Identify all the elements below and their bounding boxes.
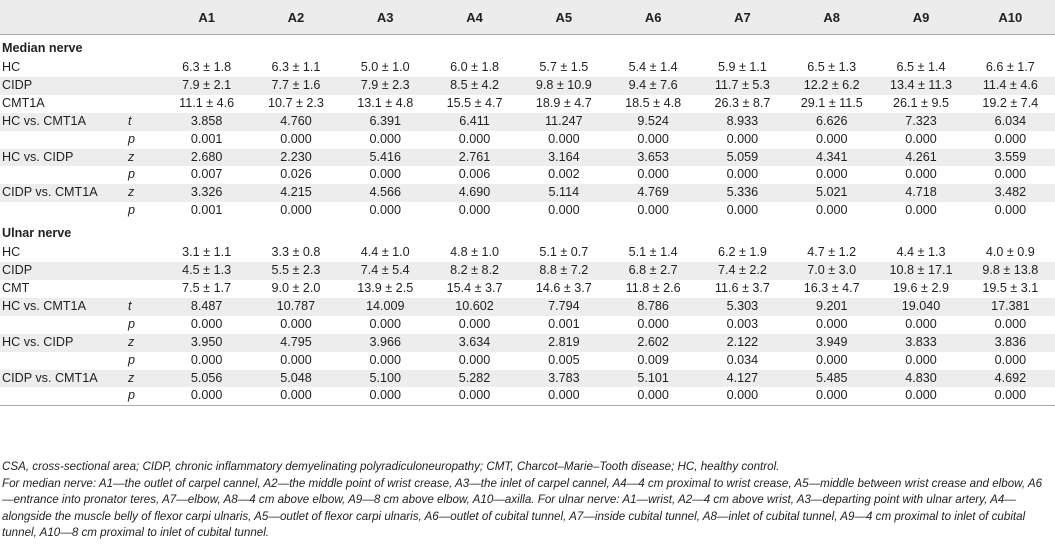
table-cell: 0.000 bbox=[369, 316, 401, 331]
header-cell: A10 bbox=[966, 0, 1055, 35]
row-statistic: z bbox=[126, 149, 162, 167]
row-label: HC vs. CIDP bbox=[0, 334, 126, 352]
table-cell: 13.1 ± 4.8 bbox=[357, 95, 414, 110]
row-statistic: p bbox=[128, 131, 136, 146]
header-cell: A3 bbox=[341, 0, 430, 35]
table-cell: 0.000 bbox=[726, 167, 759, 182]
table-cell: 11.1 ± 4.6 bbox=[179, 95, 235, 110]
table-cell: 0.000 bbox=[190, 316, 223, 331]
table-cell: 5.021 bbox=[787, 184, 876, 202]
table-cell: 4.127 bbox=[698, 370, 787, 388]
table-cell: 16.3 ± 4.7 bbox=[803, 280, 860, 295]
table-cell: 0.000 bbox=[369, 203, 401, 218]
table-cell: 19.040 bbox=[876, 298, 965, 316]
header-stat-blank bbox=[126, 0, 162, 35]
table-cell: 12.2 ± 6.2 bbox=[787, 77, 876, 95]
table-cell: 4.7 ± 1.2 bbox=[807, 245, 857, 260]
table-cell: 5.5 ± 2.3 bbox=[251, 262, 340, 280]
table-cell: 6.0 ± 1.8 bbox=[450, 60, 499, 74]
table-row bbox=[0, 95, 1055, 113]
row-label bbox=[0, 202, 126, 220]
table-cell: 0.003 bbox=[726, 316, 759, 331]
table-cell: 0.000 bbox=[280, 352, 312, 367]
table-footnote bbox=[2, 459, 1050, 542]
table-cell: 4.0 ± 0.9 bbox=[985, 245, 1035, 260]
table-cell: 4.5 ± 1.3 bbox=[162, 262, 251, 280]
table-cell: 9.0 ± 2.0 bbox=[271, 280, 321, 295]
table-row bbox=[0, 387, 1055, 405]
table-cell: 0.001 bbox=[190, 203, 223, 218]
row-statistic bbox=[126, 262, 162, 280]
table-cell: 2.819 bbox=[519, 334, 608, 352]
header-label-blank bbox=[0, 0, 126, 35]
table-cell: 0.000 bbox=[994, 352, 1027, 367]
table-cell: 6.5 ± 1.4 bbox=[896, 60, 946, 74]
table-header-row bbox=[0, 0, 1055, 35]
row-label: CIDP bbox=[0, 262, 126, 280]
table-row bbox=[0, 59, 1055, 77]
row-label: HC bbox=[2, 245, 21, 260]
row-label: HC bbox=[2, 60, 21, 74]
table-cell: 6.411 bbox=[430, 113, 519, 131]
table-row bbox=[0, 77, 1055, 95]
table-cell: 5.9 ± 1.1 bbox=[717, 60, 767, 74]
table-row bbox=[0, 334, 1055, 352]
table-row bbox=[0, 149, 1055, 167]
table-cell: 4.718 bbox=[876, 184, 965, 202]
section-header-row bbox=[0, 35, 1055, 60]
table-cell: 0.000 bbox=[637, 316, 669, 331]
table-cell: 0.000 bbox=[280, 203, 312, 218]
table-row bbox=[0, 298, 1055, 316]
table-body bbox=[0, 35, 1055, 406]
table-cell: 11.247 bbox=[519, 113, 608, 131]
row-label: CIDP vs. CMT1A bbox=[0, 370, 126, 388]
section-title: Median nerve bbox=[2, 41, 83, 55]
table-cell: 18.5 ± 4.8 bbox=[625, 95, 682, 110]
footnote-abbreviations: CSA, cross-sectional area; CIDP, chronic inflammatory demyelinating polyradiculoneuropathy; CMT, Charcot–Marie–Tooth disease; HC, healthy control. bbox=[2, 460, 780, 473]
header-cell: A2 bbox=[251, 0, 340, 35]
table-cell: 19.5 ± 3.1 bbox=[982, 280, 1039, 295]
table-cell: 3.634 bbox=[430, 334, 519, 352]
section-header-row bbox=[0, 220, 1055, 244]
table-cell: 8.933 bbox=[698, 113, 787, 131]
table-cell: 0.034 bbox=[726, 352, 759, 367]
table-cell: 5.0 ± 1.0 bbox=[360, 60, 410, 74]
table-cell: 19.2 ± 7.4 bbox=[982, 95, 1039, 110]
table-cell: 13.4 ± 11.3 bbox=[876, 77, 965, 95]
row-statistic: p bbox=[128, 167, 136, 182]
table-cell: 4.690 bbox=[430, 184, 519, 202]
table-cell: 3.1 ± 1.1 bbox=[182, 245, 232, 260]
table-cell: 3.836 bbox=[966, 334, 1055, 352]
table-cell: 7.0 ± 3.0 bbox=[787, 262, 876, 280]
table-cell: 5.059 bbox=[698, 149, 787, 167]
table-cell: 3.833 bbox=[876, 334, 965, 352]
table-cell: 4.261 bbox=[876, 149, 965, 167]
row-statistic: p bbox=[128, 203, 136, 218]
section-title: Ulnar nerve bbox=[2, 226, 72, 241]
table-cell: 18.9 ± 4.7 bbox=[535, 95, 592, 110]
table-cell: 3.966 bbox=[341, 334, 430, 352]
table-cell: 0.000 bbox=[637, 167, 669, 182]
table-cell: 5.114 bbox=[519, 184, 608, 202]
table-cell: 0.000 bbox=[430, 387, 519, 405]
table-cell: 0.000 bbox=[994, 167, 1027, 182]
table-cell: 0.000 bbox=[280, 131, 312, 146]
row-statistic bbox=[126, 59, 162, 77]
table-cell: 0.000 bbox=[458, 131, 491, 146]
table-cell: 6.3 ± 1.1 bbox=[271, 60, 321, 74]
table-cell: 0.000 bbox=[815, 203, 848, 218]
table-cell: 0.000 bbox=[280, 316, 312, 331]
header-cell: A8 bbox=[787, 0, 876, 35]
table-cell: 7.7 ± 1.6 bbox=[251, 77, 340, 95]
header-cell: A1 bbox=[162, 0, 251, 35]
table-row bbox=[0, 370, 1055, 388]
table-cell: 10.602 bbox=[430, 298, 519, 316]
table-cell: 0.000 bbox=[994, 203, 1027, 218]
table-cell: 4.4 ± 1.3 bbox=[896, 245, 946, 260]
table-cell: 0.009 bbox=[637, 352, 669, 367]
table-cell: 4.830 bbox=[876, 370, 965, 388]
table-cell: 5.336 bbox=[698, 184, 787, 202]
table-cell: 0.000 bbox=[815, 316, 848, 331]
table-cell: 0.000 bbox=[162, 387, 251, 405]
table-cell: 4.341 bbox=[787, 149, 876, 167]
row-statistic: p bbox=[128, 316, 136, 331]
table-cell: 5.282 bbox=[430, 370, 519, 388]
table-cell: 29.1 ± 11.5 bbox=[800, 95, 863, 110]
table-cell: 0.000 bbox=[876, 387, 965, 405]
table-cell: 9.201 bbox=[787, 298, 876, 316]
table-cell: 3.559 bbox=[966, 149, 1055, 167]
table-cell: 0.000 bbox=[458, 316, 491, 331]
table-cell: 6.034 bbox=[966, 113, 1055, 131]
table-cell: 8.8 ± 7.2 bbox=[519, 262, 608, 280]
table-cell: 6.391 bbox=[341, 113, 430, 131]
table-cell: 9.8 ± 13.8 bbox=[966, 262, 1055, 280]
table-cell: 10.787 bbox=[251, 298, 340, 316]
table-cell: 5.303 bbox=[698, 298, 787, 316]
table-cell: 0.000 bbox=[905, 131, 937, 146]
table-cell: 0.000 bbox=[726, 131, 759, 146]
table-cell: 14.6 ± 3.7 bbox=[535, 280, 592, 295]
table-cell: 5.056 bbox=[162, 370, 251, 388]
table-cell: 6.2 ± 1.9 bbox=[717, 245, 767, 260]
row-label bbox=[0, 316, 126, 334]
table-cell: 0.000 bbox=[548, 203, 580, 218]
table-cell: 3.482 bbox=[966, 184, 1055, 202]
table-cell: 4.4 ± 1.0 bbox=[360, 245, 410, 260]
table-cell: 26.3 ± 8.7 bbox=[714, 95, 771, 110]
table-cell: 3.326 bbox=[162, 184, 251, 202]
table-cell: 0.000 bbox=[905, 203, 937, 218]
table-row bbox=[0, 184, 1055, 202]
table-cell: 0.001 bbox=[190, 131, 223, 146]
table-row bbox=[0, 316, 1055, 334]
table-cell: 3.949 bbox=[787, 334, 876, 352]
table-cell: 5.048 bbox=[251, 370, 340, 388]
table-cell: 13.9 ± 2.5 bbox=[357, 280, 414, 295]
table-cell: 0.000 bbox=[369, 352, 401, 367]
table-cell: 0.002 bbox=[548, 167, 580, 182]
row-statistic: z bbox=[126, 370, 162, 388]
table-row bbox=[0, 262, 1055, 280]
table-cell: 0.000 bbox=[905, 352, 937, 367]
table-cell: 0.000 bbox=[698, 387, 787, 405]
table-cell: 9.524 bbox=[608, 113, 697, 131]
table-cell: 0.000 bbox=[369, 131, 401, 146]
row-statistic bbox=[126, 77, 162, 95]
table-cell: 26.1 ± 9.5 bbox=[893, 95, 949, 110]
table-cell: 0.000 bbox=[787, 387, 876, 405]
row-label bbox=[0, 166, 126, 184]
table-cell: 3.3 ± 0.8 bbox=[271, 245, 321, 260]
table-cell: 7.4 ± 5.4 bbox=[341, 262, 430, 280]
row-statistic bbox=[126, 244, 162, 262]
table-cell: 7.5 ± 1.7 bbox=[182, 280, 232, 295]
row-label: CIDP vs. CMT1A bbox=[0, 184, 126, 202]
table-cell: 0.000 bbox=[815, 131, 848, 146]
table-cell: 10.7 ± 2.3 bbox=[267, 95, 324, 110]
table-row bbox=[0, 244, 1055, 262]
row-label: CMT1A bbox=[2, 95, 45, 110]
header-cell: A5 bbox=[519, 0, 608, 35]
table-cell: 0.000 bbox=[341, 387, 430, 405]
table-row bbox=[0, 280, 1055, 298]
table-row bbox=[0, 202, 1055, 220]
table-cell: 6.626 bbox=[787, 113, 876, 131]
table-cell: 0.000 bbox=[905, 167, 937, 182]
table-cell: 2.602 bbox=[608, 334, 697, 352]
table-row bbox=[0, 166, 1055, 184]
row-statistic bbox=[126, 280, 162, 298]
table-cell: 0.000 bbox=[815, 352, 848, 367]
table-cell: 5.485 bbox=[787, 370, 876, 388]
table-cell: 0.000 bbox=[519, 387, 608, 405]
table-cell: 5.416 bbox=[341, 149, 430, 167]
table-cell: 0.000 bbox=[608, 387, 697, 405]
table-cell: 0.000 bbox=[251, 387, 340, 405]
table-cell: 2.122 bbox=[698, 334, 787, 352]
table-cell: 6.3 ± 1.8 bbox=[182, 60, 232, 74]
table-cell: 5.7 ± 1.5 bbox=[539, 60, 589, 74]
table-cell: 0.026 bbox=[280, 167, 312, 182]
table-cell: 3.653 bbox=[608, 149, 697, 167]
table-cell: 3.950 bbox=[162, 334, 251, 352]
table-cell: 15.4 ± 3.7 bbox=[446, 280, 503, 295]
table-cell: 7.794 bbox=[519, 298, 608, 316]
table-cell: 5.100 bbox=[341, 370, 430, 388]
table-cell: 0.000 bbox=[994, 316, 1027, 331]
table-cell: 14.009 bbox=[341, 298, 430, 316]
table-row bbox=[0, 113, 1055, 131]
row-label: CMT bbox=[2, 280, 30, 295]
table-cell: 0.007 bbox=[190, 167, 223, 182]
table-cell: 0.006 bbox=[458, 167, 491, 182]
table-cell: 19.6 ± 2.9 bbox=[893, 280, 949, 295]
header-cell: A6 bbox=[608, 0, 697, 35]
table-cell: 4.8 ± 1.0 bbox=[450, 245, 499, 260]
row-statistic: t bbox=[126, 113, 162, 131]
table-cell: 0.000 bbox=[966, 387, 1055, 405]
table-cell: 7.9 ± 2.1 bbox=[162, 77, 251, 95]
row-statistic: p bbox=[128, 352, 136, 367]
table-row bbox=[0, 352, 1055, 370]
table-cell: 3.858 bbox=[162, 113, 251, 131]
table-cell: 7.9 ± 2.3 bbox=[341, 77, 430, 95]
table-cell: 4.215 bbox=[251, 184, 340, 202]
table-cell: 0.000 bbox=[726, 203, 759, 218]
table-cell: 0.005 bbox=[548, 352, 580, 367]
table-row bbox=[0, 131, 1055, 149]
table-cell: 0.000 bbox=[815, 167, 848, 182]
table-cell: 11.7 ± 5.3 bbox=[698, 77, 787, 95]
table-cell: 0.000 bbox=[637, 203, 669, 218]
row-statistic: t bbox=[126, 298, 162, 316]
table-cell: 11.8 ± 2.6 bbox=[625, 280, 681, 295]
table-cell: 7.323 bbox=[876, 113, 965, 131]
table-cell: 0.000 bbox=[458, 352, 491, 367]
table-cell: 4.760 bbox=[251, 113, 340, 131]
row-label: HC vs. CMT1A bbox=[0, 113, 126, 131]
table-cell: 7.4 ± 2.2 bbox=[698, 262, 787, 280]
header-cell: A4 bbox=[430, 0, 519, 35]
row-label bbox=[0, 387, 126, 405]
table-cell: 0.000 bbox=[905, 316, 937, 331]
table-cell: 8.487 bbox=[162, 298, 251, 316]
table-cell: 6.5 ± 1.3 bbox=[807, 60, 857, 74]
table-cell: 4.769 bbox=[608, 184, 697, 202]
table-cell: 8.786 bbox=[608, 298, 697, 316]
table-cell: 9.4 ± 7.6 bbox=[608, 77, 697, 95]
table-cell: 4.566 bbox=[341, 184, 430, 202]
row-label: HC vs. CIDP bbox=[0, 149, 126, 167]
table-cell: 10.8 ± 17.1 bbox=[876, 262, 965, 280]
table-cell: 5.101 bbox=[608, 370, 697, 388]
table-cell: 6.6 ± 1.7 bbox=[985, 60, 1035, 74]
row-label bbox=[0, 352, 126, 370]
table-cell: 6.8 ± 2.7 bbox=[608, 262, 697, 280]
table-cell: 17.381 bbox=[966, 298, 1055, 316]
row-statistic: p bbox=[126, 387, 162, 405]
header-cell: A7 bbox=[698, 0, 787, 35]
table-cell: 11.4 ± 4.6 bbox=[966, 77, 1055, 95]
table-cell: 8.2 ± 8.2 bbox=[430, 262, 519, 280]
table-cell: 0.001 bbox=[548, 316, 580, 331]
footnote-locations: For median nerve: A1—the outlet of carpel cannel, A2—the middle point of wrist crease, A3—the inlet of carpel cannel, A4—4 cm proximal to wrist crease, A5—middle between wrist crease and elbow, A6—entrance into pronator teres, A7—elbow, A8—4 cm above elbow, A9—8 cm above elbow, A10—axilla. For ulnar nerve: A1—wrist, A2—4 cm above wrist, A3—departing point with ulnar artery, A4—alongside the muscle belly of flexor carpi ulnaris, A5—outlet of flexor carpi ulnaris, A6—outlet of cubital tunnel, A7—inside cubital tunnel, A8—inlet of cubital tunnel, A9—4 cm proximal to inlet of cubital tunnel, A10—8 cm proximal to inlet of cubital tunnel. bbox=[2, 476, 1043, 540]
table-cell: 5.4 ± 1.4 bbox=[628, 60, 678, 74]
table-cell: 15.5 ± 4.7 bbox=[446, 95, 503, 110]
row-label bbox=[0, 131, 126, 149]
table-cell: 2.230 bbox=[251, 149, 340, 167]
row-statistic: z bbox=[126, 334, 162, 352]
row-label: CIDP bbox=[0, 77, 126, 95]
table-cell: 2.761 bbox=[430, 149, 519, 167]
table-cell: 5.1 ± 1.4 bbox=[628, 245, 678, 260]
table-cell: 11.6 ± 3.7 bbox=[714, 280, 770, 295]
table-cell: 2.680 bbox=[162, 149, 251, 167]
row-statistic: z bbox=[126, 184, 162, 202]
table-cell: 0.000 bbox=[994, 131, 1027, 146]
table-cell: 4.795 bbox=[251, 334, 340, 352]
header-cell: A9 bbox=[876, 0, 965, 35]
table-cell: 5.1 ± 0.7 bbox=[539, 245, 589, 260]
table-cell: 3.164 bbox=[519, 149, 608, 167]
table-cell: 0.000 bbox=[458, 203, 491, 218]
table-cell: 0.000 bbox=[637, 131, 669, 146]
table-cell: 8.5 ± 4.2 bbox=[430, 77, 519, 95]
table-cell: 0.000 bbox=[369, 167, 401, 182]
row-statistic bbox=[126, 95, 162, 113]
table-cell: 9.8 ± 10.9 bbox=[519, 77, 608, 95]
table-cell: 4.692 bbox=[966, 370, 1055, 388]
table-cell: 0.000 bbox=[548, 131, 580, 146]
table-cell: 0.000 bbox=[190, 352, 223, 367]
row-label: HC vs. CMT1A bbox=[0, 298, 126, 316]
table-cell: 3.783 bbox=[519, 370, 608, 388]
